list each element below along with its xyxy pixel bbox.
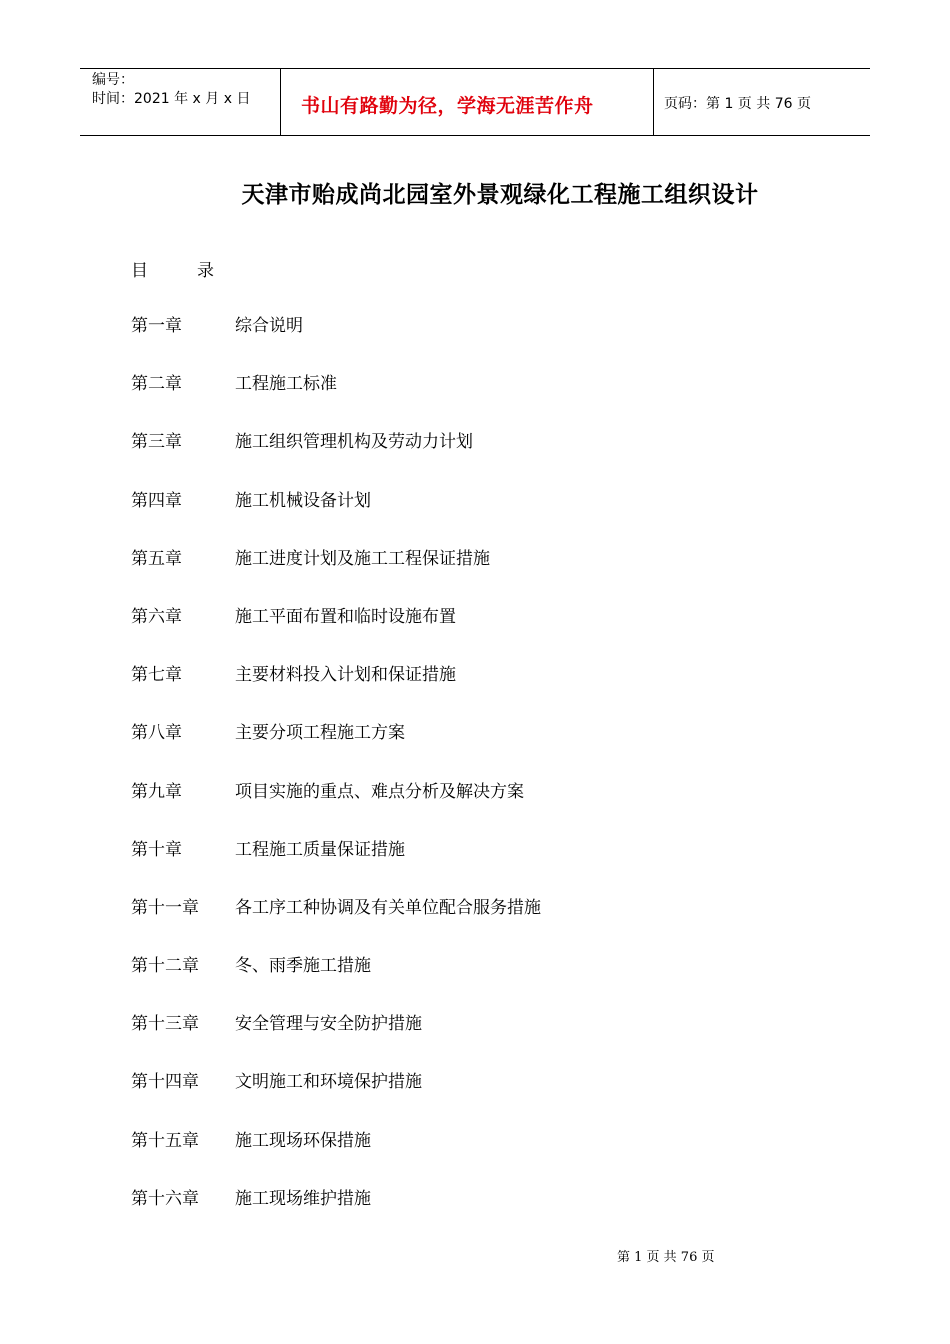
toc-entry — [131, 896, 831, 954]
toc-chapter-number: 第十一章 — [131, 897, 199, 918]
toc-chapter-number: 第一章 — [131, 316, 182, 336]
toc-chapter-title: 工程施工质量保证措施 — [235, 839, 405, 860]
toc-entry — [131, 372, 831, 430]
toc-chapter-number: 第七章 — [131, 665, 182, 686]
toc-chapter-title: 综合说明 — [235, 316, 303, 336]
toc-chapter-number: 第十五章 — [131, 1130, 199, 1151]
document-time-label: 时间：2021 年 x 月 x 日 — [92, 91, 251, 107]
toc-entry — [131, 663, 831, 721]
toc-entry — [131, 721, 831, 779]
toc-chapter-title: 主要分项工程施工方案 — [235, 723, 405, 744]
toc-chapter-title: 项目实施的重点、难点分析及解决方案 — [235, 781, 524, 802]
toc-chapter-number: 第十六章 — [131, 1188, 199, 1209]
toc-chapter-number: 第十四章 — [131, 1072, 199, 1093]
toc-chapter-number: 第十二章 — [131, 956, 199, 977]
toc-chapter-title: 安全管理与安全防护措施 — [235, 1014, 422, 1035]
toc-chapter-number: 第九章 — [131, 781, 182, 802]
toc-entry — [131, 489, 831, 547]
toc-entry — [131, 430, 831, 488]
toc-chapter-title: 各工序工种协调及有关单位配合服务措施 — [235, 897, 541, 918]
toc-chapter-number: 第二章 — [131, 374, 182, 395]
document-header — [80, 68, 870, 136]
toc-chapter-title: 施工组织管理机构及劳动力计划 — [235, 432, 473, 453]
toc-entry — [131, 1012, 831, 1070]
toc-chapter-number: 第五章 — [131, 548, 182, 569]
toc-heading-part-2: 录 — [197, 261, 214, 281]
toc-entry — [131, 314, 831, 372]
toc-chapter-title: 施工平面布置和临时设施布置 — [235, 606, 456, 627]
header-page-info: 页码：第 1 页 共 76 页 — [664, 96, 811, 112]
header-page-cell — [654, 69, 870, 135]
toc-entry — [131, 838, 831, 896]
toc-chapter-title: 冬、雨季施工措施 — [235, 956, 371, 977]
table-of-contents — [131, 314, 831, 1245]
toc-chapter-number: 第三章 — [131, 432, 182, 453]
toc-chapter-title: 施工现场维护措施 — [235, 1188, 371, 1209]
toc-entry — [131, 1070, 831, 1128]
toc-chapter-number: 第六章 — [131, 606, 182, 627]
toc-entry — [131, 954, 831, 1012]
toc-chapter-title: 主要材料投入计划和保证措施 — [235, 665, 456, 686]
toc-entry — [131, 1187, 831, 1245]
toc-chapter-number: 第十章 — [131, 839, 182, 860]
document-number-label: 编号： — [92, 72, 134, 88]
toc-heading — [131, 256, 214, 281]
toc-entry — [131, 780, 831, 838]
toc-chapter-number: 第四章 — [131, 490, 182, 511]
toc-entry — [131, 547, 831, 605]
toc-entry — [131, 605, 831, 663]
toc-chapter-number: 第十三章 — [131, 1014, 199, 1035]
header-slogan-cell — [281, 69, 654, 135]
toc-chapter-title: 施工机械设备计划 — [235, 490, 371, 511]
page-footer: 第 1 页 共 76 页 — [617, 1250, 715, 1265]
toc-chapter-title: 工程施工标准 — [235, 374, 337, 395]
toc-entry — [131, 1129, 831, 1187]
toc-chapter-title: 文明施工和环境保护措施 — [235, 1072, 422, 1093]
document-title: 天津市贻成尚北园室外景观绿化工程施工组织设计 — [241, 182, 759, 208]
toc-heading-part-1: 目 — [131, 261, 148, 281]
toc-chapter-number: 第八章 — [131, 723, 182, 744]
header-meta-cell — [80, 69, 281, 135]
toc-chapter-title: 施工现场环保措施 — [235, 1130, 371, 1151]
toc-chapter-title: 施工进度计划及施工工程保证措施 — [235, 548, 490, 569]
header-slogan: 书山有路勤为径，学海无涯苦作舟 — [301, 94, 594, 117]
